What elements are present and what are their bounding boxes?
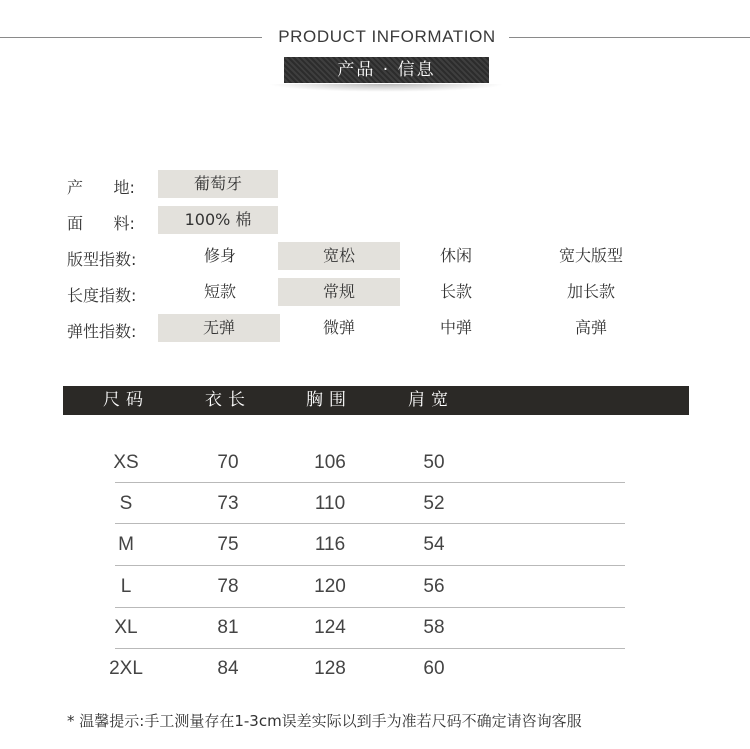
length-cell: 78 <box>217 576 239 597</box>
page-title: PRODUCT INFORMATION <box>278 27 496 46</box>
length-option-long: 长款 <box>439 282 472 301</box>
length-cell: 81 <box>217 617 239 638</box>
elasticity-option-slight: 微弹 <box>322 318 355 337</box>
length-cell: 73 <box>217 493 239 514</box>
length-label: 长度指数: <box>67 286 137 305</box>
shoulder-cell: 56 <box>423 576 445 597</box>
chest-cell: 128 <box>314 658 346 679</box>
table-row <box>0 442 750 483</box>
size-cell: S <box>119 493 133 514</box>
size-cell: M <box>118 534 134 555</box>
table-row <box>0 483 750 524</box>
shoulder-cell: 60 <box>423 658 445 679</box>
measurement-note: * 温馨提示:手工测量存在1-3cm误差实际以到手为准若尺码不确定请咨询客服 <box>67 712 582 730</box>
chest-cell: 116 <box>314 534 346 555</box>
header-line-right <box>509 37 750 38</box>
shoulder-cell: 58 <box>423 617 445 638</box>
section-banner: 产品 · 信息 <box>284 57 489 83</box>
shoulder-cell: 50 <box>423 452 445 473</box>
fit-option-oversized: 宽大版型 <box>558 246 623 265</box>
elasticity-option-medium: 中弹 <box>439 318 472 337</box>
size-cell: L <box>120 576 132 597</box>
table-row <box>0 566 750 607</box>
header-length: 衣长 <box>205 390 251 410</box>
fabric-value: 100% 棉 <box>158 206 278 234</box>
fit-option-casual: 休闲 <box>439 246 472 265</box>
header-shoulder: 肩宽 <box>408 390 454 410</box>
size-cell: XS <box>113 452 139 473</box>
origin-label: 产 地: <box>67 178 135 197</box>
header-line-left <box>0 37 262 38</box>
elasticity-label: 弹性指数: <box>67 322 137 341</box>
header-size: 尺码 <box>103 390 149 410</box>
shoulder-cell: 52 <box>423 493 445 514</box>
chest-cell: 124 <box>314 617 346 638</box>
length-option-extra-long: 加长款 <box>566 282 615 301</box>
fabric-label: 面 料: <box>67 214 135 233</box>
chest-cell: 110 <box>314 493 346 514</box>
size-table-header <box>63 386 689 415</box>
header-chest: 胸围 <box>306 390 352 410</box>
length-cell: 75 <box>217 534 239 555</box>
fit-option-loose: 宽松 <box>278 242 400 270</box>
size-cell: XL <box>114 617 138 638</box>
elasticity-option-none: 无弹 <box>158 314 280 342</box>
fit-label: 版型指数: <box>67 250 137 269</box>
length-option-regular: 常规 <box>278 278 400 306</box>
size-cell: 2XL <box>109 658 143 679</box>
elasticity-option-high: 高弹 <box>574 318 607 337</box>
length-cell: 70 <box>217 452 239 473</box>
origin-value: 葡萄牙 <box>158 170 278 198</box>
banner-shadow <box>268 84 505 92</box>
table-row <box>0 524 750 565</box>
table-row <box>0 648 750 689</box>
chest-cell: 120 <box>314 576 346 597</box>
fit-option-slim: 修身 <box>203 246 236 265</box>
shoulder-cell: 54 <box>423 534 445 555</box>
length-cell: 84 <box>217 658 239 679</box>
length-option-short: 短款 <box>203 282 236 301</box>
chest-cell: 106 <box>314 452 346 473</box>
table-row <box>0 607 750 648</box>
